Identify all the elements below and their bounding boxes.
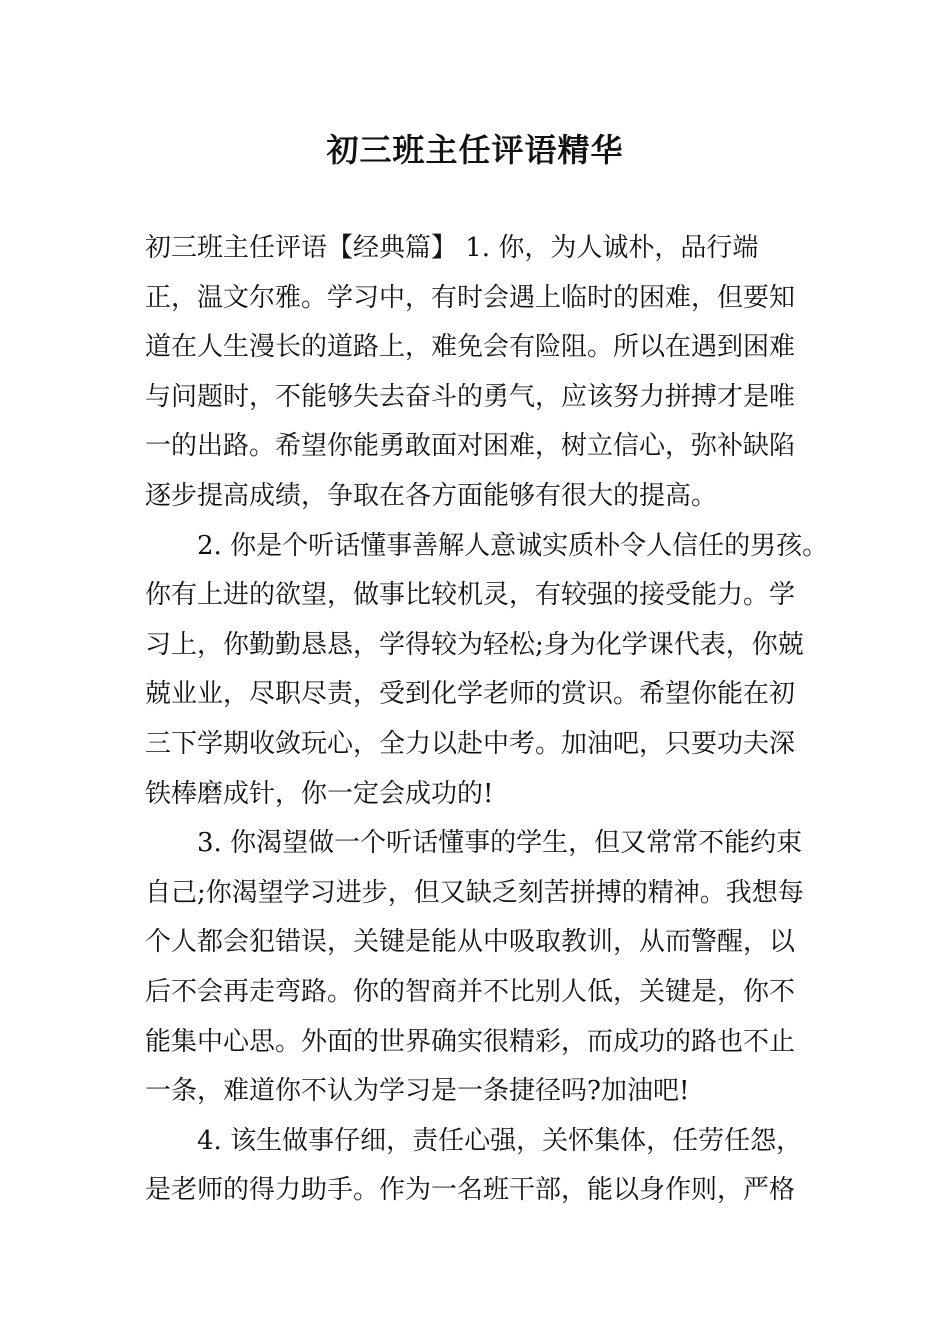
- text-line: 自己;你渴望学习进步，但又缺乏刻苦拼搏的精神。我想每: [145, 877, 804, 908]
- text-line: 一条，难道你不认为学习是一条捷径吗?加油吧!: [145, 1076, 690, 1107]
- text-line: 正，温文尔雅。学习中，有时会遇上临时的困难，但要知: [145, 282, 796, 313]
- paragraph-start-line: 2. 你是个听话懂事善解人意诚实质朴令人信任的男孩。: [197, 530, 829, 561]
- text-line: 能集中心思。外面的世界确实很精彩，而成功的路也不止: [145, 1026, 796, 1057]
- paragraph-start-line: 3. 你渴望做一个听话懂事的学生，但又常常不能约束: [197, 828, 803, 859]
- paragraph-start-line: 4. 该生做事仔细，责任心强，关怀集体，任劳任怨，: [197, 1125, 803, 1156]
- text-line: 一的出路。希望你能勇敢面对困难，树立信心，弥补缺陷: [145, 431, 796, 462]
- document-body: [145, 224, 829, 1216]
- text-line: 是老师的得力助手。作为一名班干部，能以身作则，严格: [145, 1175, 796, 1206]
- text-line: 习上，你勤勤恳恳，学得较为轻松;身为化学课代表，你兢: [145, 629, 804, 660]
- text-line: 铁棒磨成针，你一定会成功的!: [145, 778, 494, 809]
- text-line: 三下学期收敛玩心，全力以赴中考。加油吧，只要功夫深: [145, 728, 796, 759]
- text-line: 兢业业，尽职尽责，受到化学老师的赏识。希望你能在初: [145, 679, 796, 710]
- text-line: 逐步提高成绩，争取在各方面能够有很大的提高。: [145, 480, 718, 511]
- text-line: 道在人生漫长的道路上，难免会有险阻。所以在遇到困难: [145, 332, 796, 363]
- document-title: 初三班主任评语精华: [326, 131, 624, 169]
- text-line: 后不会再走弯路。你的智商并不比别人低，关键是，你不: [145, 976, 796, 1007]
- text-line: 与问题时，不能够失去奋斗的勇气，应该努力拼搏才是唯: [145, 381, 796, 412]
- text-line: 初三班主任评语【经典篇】 1. 你，为人诚朴，品行端: [145, 233, 759, 263]
- text-line: 你有上进的欲望，做事比较机灵，有较强的接受能力。学: [145, 580, 796, 611]
- text-line: 个人都会犯错误，关键是能从中吸取教训，从而警醒，以: [145, 927, 796, 958]
